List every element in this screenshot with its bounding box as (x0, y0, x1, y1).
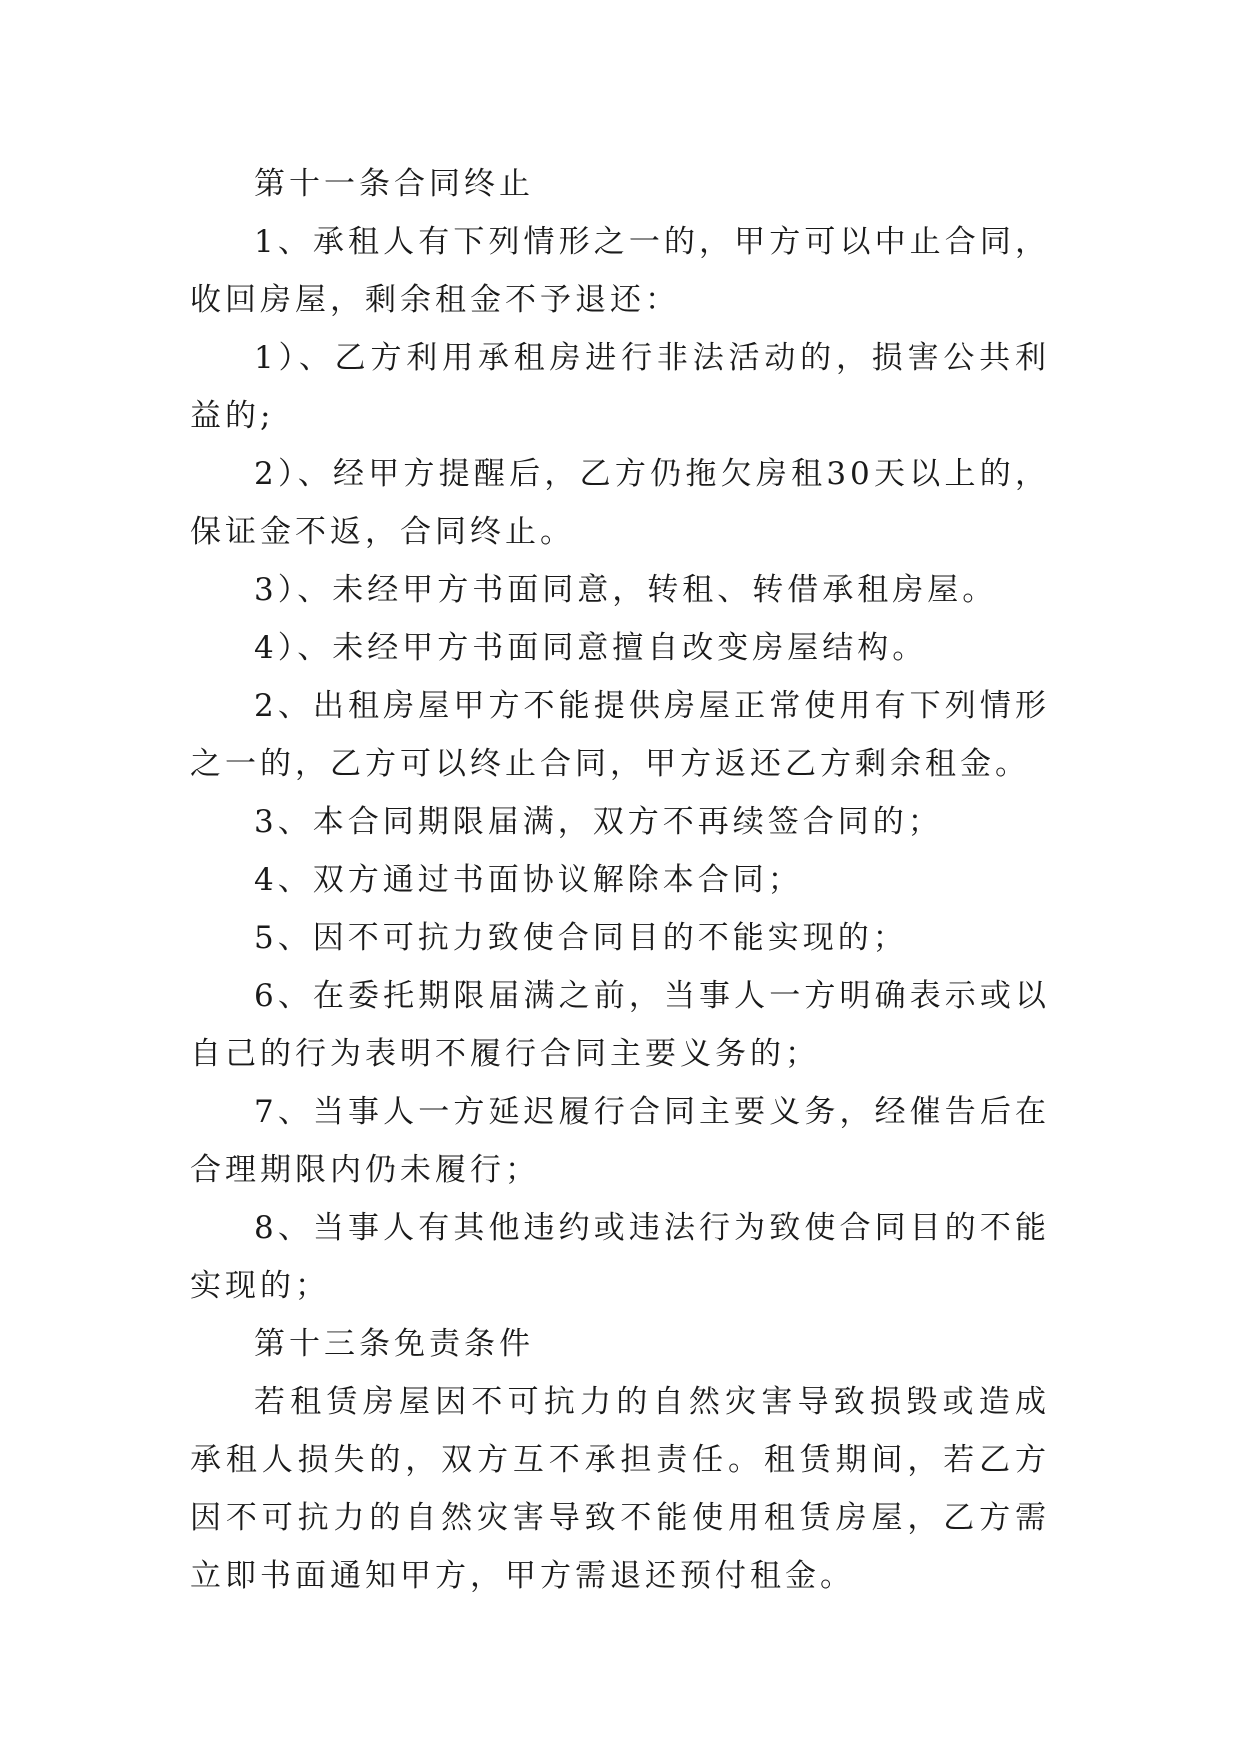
clause-8: 8、当事人有其他违约或违法行为致使合同目的不能实现的； (190, 1210, 1050, 1304)
clause-2: 2、出租房屋甲方不能提供房屋正常使用有下列情形之一的，乙方可以终止合同，甲方返还乙方剩余租金。 (190, 688, 1050, 782)
clause-7: 7、当事人一方延迟履行合同主要义务，经催告后在合理期限内仍未履行； (190, 1094, 1050, 1188)
section-heading-exemption: 第十三条免责条件 (254, 1326, 534, 1362)
clause-1-item-3: 3）、未经甲方书面同意，转租、转借承租房屋。 (254, 572, 998, 608)
clause-1-item-2: 2）、经甲方提醒后，乙方仍拖欠房租30天以上的，保证金不返，合同终止。 (190, 456, 1050, 550)
document-page (190, 155, 1050, 1605)
section-heading-termination: 第十一条合同终止 (254, 166, 534, 202)
exemption-paragraph: 若租赁房屋因不可抗力的自然灾害导致损毁或造成承租人损失的，双方互不承担责任。租赁期间，若乙方因不可抗力的自然灾害导致不能使用租赁房屋，乙方需立即书面通知甲方，甲方需退还预付租金。 (190, 1384, 1050, 1594)
clause-6: 6、在委托期限届满之前，当事人一方明确表示或以自己的行为表明不履行合同主要义务的； (190, 978, 1050, 1072)
clause-5: 5、因不可抗力致使合同目的不能实现的； (254, 920, 908, 956)
clause-4: 4、双方通过书面协议解除本合同； (254, 862, 803, 898)
clause-3: 3、本合同期限届满，双方不再续签合同的； (254, 804, 943, 840)
clause-1-item-4: 4）、未经甲方书面同意擅自改变房屋结构。 (254, 630, 928, 666)
clause-1: 1、承租人有下列情形之一的，甲方可以中止合同，收回房屋，剩余租金不予退还： (190, 224, 1050, 318)
clause-1-item-1: 1）、乙方利用承租房进行非法活动的，损害公共利益的; (190, 340, 1050, 434)
